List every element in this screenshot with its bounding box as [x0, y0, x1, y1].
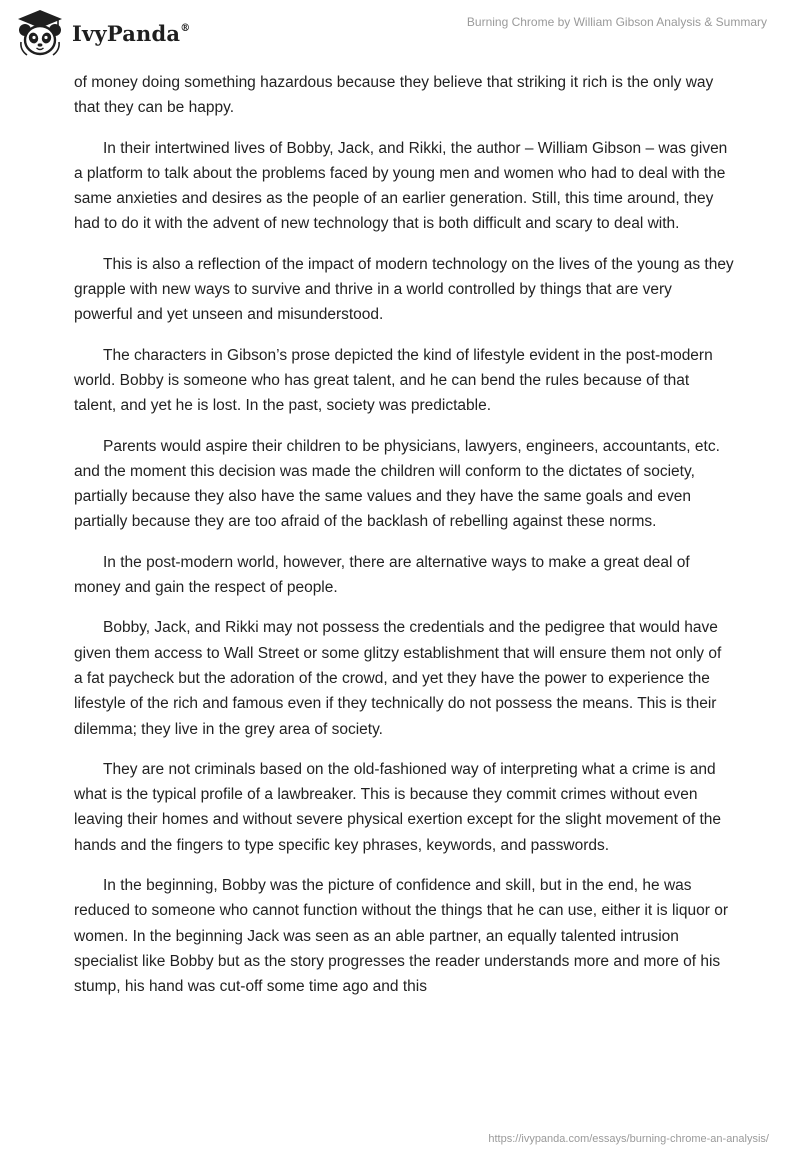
document-title: Burning Chrome by William Gibson Analysis & Summary [466, 15, 767, 29]
paragraph: Bobby, Jack, and Rikki may not possess the credentials and the pedigree that would have given them access to Wall Street or some glitzy establishment that will ensure them not only of a fat paycheck but the adoration of the crowd, and yet they have the power to experience the lifestyle of the rich and famous even if they technically do not possess the means. This is their dilemma; they live in the grey area of society. [74, 619, 722, 738]
panda-graduate-icon [14, 8, 66, 58]
brand-name [72, 21, 190, 46]
brand-name-text: IvyPanda [72, 20, 181, 46]
paragraph: Parents would aspire their children to be physicians, lawyers, engineers, accountants, etc. and the moment this decision was made the children will conform to the dictates of society, partially because they also have the same values and they have the same goals and even partially because they are too afraid of the backlash of rebelling against these norms. [74, 437, 720, 531]
paragraph: This is also a reflection of the impact of modern technology on the lives of the young as they grapple with new ways to survive and thrive in a world controlled by things that are very powerful and yet unseen and misunderstood. [74, 255, 734, 324]
page-header [0, 0, 800, 70]
paragraph: In the beginning, Bobby was the picture of confidence and skill, but in the end, he was reduced to someone who cannot function without the things that he can use, either it is liquor or women. In the beginning Jack was seen as an able partner, an equally talented intrusion specialist like Bobby but as the story progresses the reader understands more and more of his stump, his hand was cut-off some time ago and this [74, 877, 728, 996]
essay-body [74, 70, 734, 1015]
source-url[interactable]: https://ivypanda.com/essays/burning-chrome-an-analysis/ [488, 1133, 769, 1145]
ivypanda-logo[interactable] [14, 8, 190, 58]
paragraph: They are not criminals based on the old-fashioned way of interpreting what a crime is and what is the typical profile of a lawbreaker. This is because they commit crimes without even leaving their homes and without severe physical exertion except for the slight movement of the hands and the fingers to type specific key phrases, keywords, and passwords. [74, 760, 722, 854]
paragraph: In their intertwined lives of Bobby, Jack, and Rikki, the author – William Gibson – was given a platform to talk about the problems faced by young men and women who had to deal with the same anxieties and desires as the people of an earlier generation. Still, this time around, they had to do it with the advent of new technology that is both difficult and scary to deal with. [74, 139, 728, 233]
paragraph: of money doing something hazardous because they believe that striking it rich is the only way that they can be happy. [74, 74, 714, 117]
registered-mark: ® [180, 22, 191, 34]
paragraph: The characters in Gibson’s prose depicted the kind of lifestyle evident in the post-modern world. Bobby is someone who has great talent, and he can bend the rules because of that talent, and yet he is lost. In the past, society was predictable. [74, 346, 713, 415]
paragraph: In the post-modern world, however, there are alternative ways to make a great deal of money and gain the respect of people. [74, 553, 690, 597]
